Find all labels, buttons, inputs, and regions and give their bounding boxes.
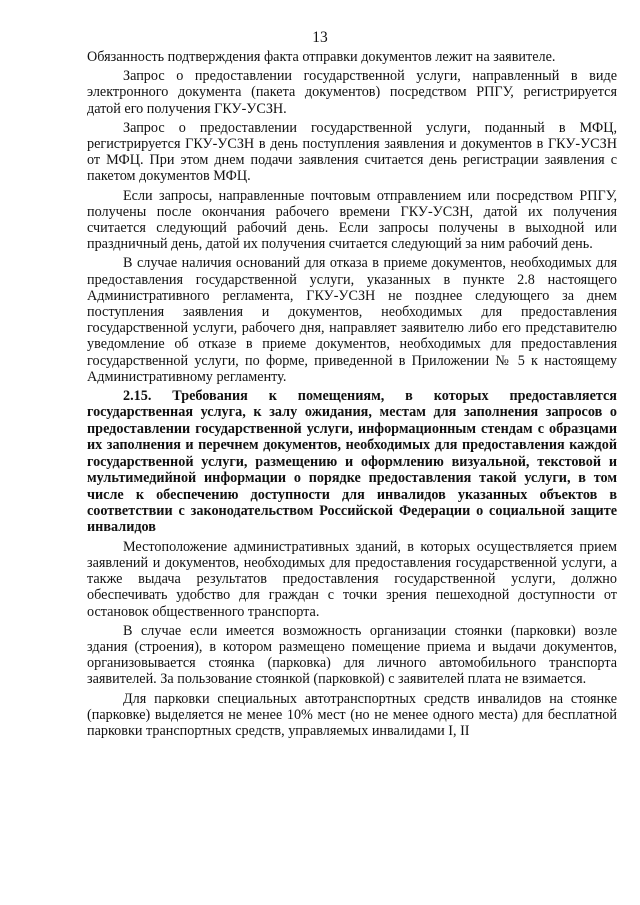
paragraph-mfc-request: Запрос о предоставлении государственной услуги, поданный в МФЦ, регистрируется ГКУ-УСЗН в день поступления заявления и документов в ГКУ-УСЗН от МФЦ. При этом днем подачи заявления считается день регистрации заявления с пакетом документов МФЦ. [87, 119, 617, 185]
paragraph-location: Местоположение административных зданий, в которых осуществляется прием заявлений и документов, необходимых для предоставления государственной услуги, а также выдача результатов предоставления государственной услуги, должно обеспечивать удобство для граждан с точки зрения пешеходной доступности от остановок общественного транспорта. [87, 538, 617, 620]
section-heading-2-15: 2.15. Требования к помещениям, в которых предоставляется государственная услуга, к залу ожидания, местам для заполнения запросов о предоставлении государственной услуги, информационным стендам с образцами их заполнения и перечнем документов, необходимых для предоставления каждой государственной услуги, размещению и оформлению визуальной, текстовой и мультимедийной информации о порядке предоставления такой услуги, в том числе к обеспечению доступности для инвалидов указанных объектов в соответствии с законодательством Российской Федерации о социальной защите инвалидов [87, 388, 617, 536]
paragraph-disabled-parking: Для парковки специальных автотранспортных средств инвалидов на стоянке (парковке) выделяется не менее 10% мест (но не менее одного места) для бесплатной парковки транспортных средств, управляемых инвалидами I, II [87, 690, 617, 739]
paragraph-after-hours: Если запросы, направленные почтовым отправлением или посредством РПГУ, получены после окончания рабочего времени ГКУ-УСЗН, датой их получения считается следующий рабочий день. Если запросы получены в выходной или праздничный день, датой их получения считается следующий за ним рабочий день. [87, 187, 617, 253]
page-number: 13 [312, 29, 328, 46]
paragraph-refusal: В случае наличия оснований для отказа в приеме документов, необходимых для предоставления государственной услуги, указанных в пункте 2.8 настоящего Административного регламента, ГКУ-УСЗН не позднее следующего за днем поступления заявления и документов, необходимых для предоставления государственной услуги, рабочего дня, направляет заявителю либо его представителю уведомление об отказе в приеме документов, необходимых для предоставления государственной услуги, по форме, приведенной в Приложении № 5 к настоящему Административному регламенту. [87, 255, 617, 385]
paragraph-parking: В случае если имеется возможность организации стоянки (парковки) возле здания (строения), в котором размещено помещение приема и выдачи документов, организовывается стоянка (парковка) для личного автомобильного транспорта заявителей. За пользование стоянкой (парковкой) с заявителей плата не взимается. [87, 622, 617, 688]
document-body [87, 49, 617, 742]
paragraph-obligation: Обязанность подтверждения факта отправки документов лежит на заявителе. [87, 49, 556, 65]
paragraph-electronic-request: Запрос о предоставлении государственной услуги, направленный в виде электронного документа (пакета документов) посредством РПГУ, регистрируется датой его получения ГКУ-УСЗН. [87, 68, 617, 117]
